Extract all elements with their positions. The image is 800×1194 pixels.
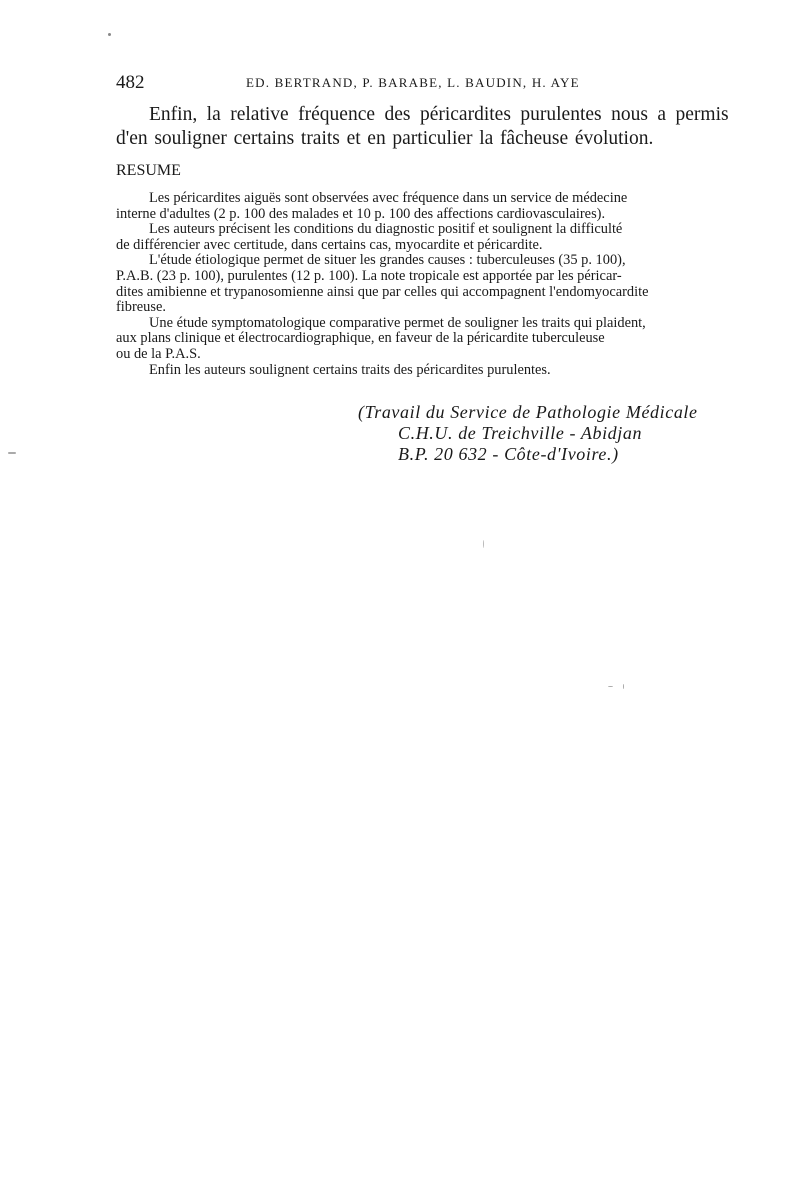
scan-speck <box>608 686 613 687</box>
running-header <box>116 72 726 94</box>
resume-line: Les auteurs précisent les conditions du diagnostic positif et soulignent la difficulté <box>149 221 623 238</box>
resume-line: Une étude symptomatologique comparative permet de souligner les traits qui plaident, <box>149 314 646 331</box>
resume-paragraph <box>116 316 728 363</box>
scan-speck <box>8 452 16 454</box>
scan-speck <box>483 540 484 548</box>
scan-speck <box>108 33 111 36</box>
resume-line: Les péricardites aiguës sont observées avec fréquence dans un service de médecine <box>149 190 628 206</box>
closing-line: d'en souligner certains traits et en particulier la fâcheuse évolution. <box>116 128 654 149</box>
resume-line: aux plans clinique et électrocardiographique, en faveur de la péricardite tuberculeuse <box>116 330 605 347</box>
resume-paragraph <box>116 222 728 253</box>
resume-line: de différencier avec certitude, dans certains cas, myocardite et péricardite. <box>116 236 543 253</box>
resume-line: ou de la P.A.S. <box>116 345 201 362</box>
resume-line: Enfin les auteurs soulignent certains traits des péricardites purulentes. <box>149 361 551 378</box>
scan-speck <box>623 684 624 689</box>
address-line: C.H.U. de Treichville - Abidjan <box>398 423 643 443</box>
resume-body <box>116 191 728 378</box>
resume-paragraph <box>116 253 728 315</box>
resume-line: L'étude étiologique permet de situer les grandes causes : tuberculeuses (35 p. 100), <box>149 252 626 269</box>
address-line: B.P. 20 632 - Côte-d'Ivoire.) <box>398 444 619 464</box>
closing-line: Enfin, la relative fréquence des péricardites purulentes nous a permis <box>149 104 729 125</box>
resume-heading: RESUME <box>116 162 181 179</box>
resume-line: interne d'adultes (2 p. 100 des malades et 10 p. 100 des affections cardiovasculaires). <box>116 205 606 222</box>
resume-line: dites amibienne et trypanosomienne ainsi que par celles qui accompagnent l'endomyocardite <box>116 283 649 300</box>
address-line: (Travail du Service de Pathologie Médicale <box>358 402 698 422</box>
resume-paragraph <box>116 191 728 222</box>
running-header-authors: ED. BERTRAND, P. BARABE, L. BAUDIN, H. AYE <box>246 75 580 90</box>
resume-line: P.A.B. (23 p. 100), purulentes (12 p. 100). La note tropicale est apportée par les péricar- <box>116 267 622 284</box>
institution-address <box>358 402 758 465</box>
resume-line: fibreuse. <box>116 299 166 316</box>
page-number: 482 <box>116 72 145 93</box>
closing-paragraph <box>116 103 728 151</box>
resume-paragraph <box>116 363 728 379</box>
